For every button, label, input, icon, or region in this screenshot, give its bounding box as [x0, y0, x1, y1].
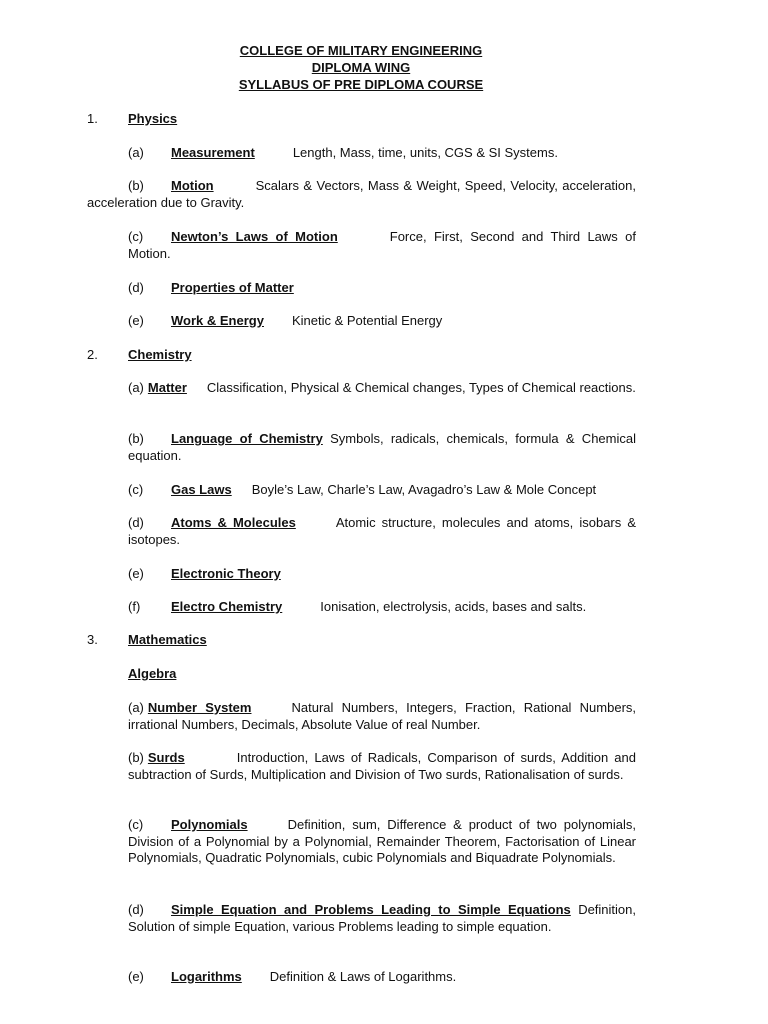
list-item: [128, 515, 636, 548]
list-item: [128, 566, 636, 583]
item-title: Newton’s Laws of Motion: [171, 229, 338, 244]
list-item: [128, 280, 636, 297]
item-label: (d): [128, 515, 144, 530]
header-syllabus: SYLLABUS OF PRE DIPLOMA COURSE: [238, 77, 484, 92]
item-label: (d): [128, 902, 144, 917]
header-college: COLLEGE OF MILITARY ENGINEERING: [239, 43, 483, 58]
section-number: 3.: [87, 632, 98, 647]
item-text: Ionisation, electrolysis, acids, bases and salts.: [320, 599, 587, 614]
item-text: Definition & Laws of Logarithms.: [269, 969, 457, 984]
section-title-physics: Physics: [128, 111, 178, 126]
list-item: [128, 482, 636, 499]
item-title: Polynomials: [171, 817, 248, 832]
item-title: Language of Chemistry: [171, 431, 323, 446]
item-title: Gas Laws: [171, 482, 232, 497]
section-number: 2.: [87, 347, 98, 362]
item-text: Length, Mass, time, units, CGS & SI Systems.: [292, 145, 558, 160]
item-title: Electronic Theory: [171, 566, 281, 581]
list-item: [128, 817, 636, 867]
list-item: [128, 145, 636, 162]
item-title: Matter: [147, 380, 187, 395]
item-label: (b): [128, 750, 144, 765]
item-text: Classification, Physical & Chemical changes, Types of Chemical reactions.: [206, 380, 636, 395]
list-item: [128, 750, 636, 783]
item-label: (a): [128, 700, 144, 715]
item-label: (d): [128, 280, 144, 295]
document-header: [0, 43, 722, 94]
item-label: (e): [128, 313, 144, 328]
item-title: Work & Energy: [171, 313, 264, 328]
list-item: [128, 700, 636, 733]
list-item: [128, 902, 636, 935]
section-title-mathematics: Mathematics: [128, 632, 207, 647]
item-text: Boyle’s Law, Charle’s Law, Avagadro’s Law & Mole Concept: [251, 482, 597, 497]
item-text: Definition, sum, Difference & product of two polynomials, Division of a Polynomial by a Polynomial, Remainder Theorem, Factorisation of Linear Polynomials, Quadratic Polynomials, cubic Polynomials and Biquadrate Polynomials.: [128, 817, 636, 865]
section-number: 1.: [87, 111, 98, 126]
item-label: (b): [128, 178, 144, 193]
item-label: (c): [128, 482, 144, 497]
list-item: [128, 969, 636, 986]
item-title: Simple Equation and Problems Leading to Simple Equations: [171, 902, 571, 917]
item-label: (e): [128, 566, 144, 581]
list-item: [128, 380, 636, 397]
item-title: Atoms & Molecules: [171, 515, 296, 530]
item-label: (e): [128, 969, 144, 984]
item-text: Kinetic & Potential Energy: [291, 313, 443, 328]
item-text: Introduction, Laws of Radicals, Comparison of surds, Addition and subtraction of Surds, Multiplication and Division of Two surds, Rationalisation of surds.: [128, 750, 636, 782]
item-title: Electro Chemistry: [171, 599, 283, 614]
item-text: Scalars & Vectors, Mass & Weight, Speed, Velocity, acceleration, acceleration due to Gravity.: [87, 178, 636, 210]
item-title: Measurement: [171, 145, 255, 160]
header-wing: DIPLOMA WING: [311, 60, 411, 75]
item-title: Motion: [171, 178, 214, 193]
item-title: Logarithms: [171, 969, 242, 984]
item-title: Properties of Matter: [171, 280, 294, 295]
item-title: Surds: [147, 750, 185, 765]
item-text: Definition, Solution of simple Equation, various Problems leading to simple equation.: [128, 902, 636, 934]
item-label: (f): [128, 599, 141, 614]
item-title: Number System: [147, 700, 252, 715]
item-label: (b): [128, 431, 144, 446]
list-item: [128, 229, 636, 262]
item-text: Symbols, radicals, chemicals, formula & Chemical equation.: [128, 431, 636, 463]
item-label: (a): [128, 380, 144, 395]
item-text: Atomic structure, molecules and atoms, isobars & isotopes.: [128, 515, 636, 547]
item-label: (c): [128, 229, 144, 244]
section-title-chemistry: Chemistry: [128, 347, 192, 362]
item-text: Natural Numbers, Integers, Fraction, Rational Numbers, irrational Numbers, Decimals, Absolute Value of real Number.: [128, 700, 637, 732]
list-item: [87, 178, 636, 211]
list-item: [128, 431, 636, 464]
item-label: (a): [128, 145, 144, 160]
list-item: [128, 313, 636, 330]
subsection-title-algebra: Algebra: [128, 666, 177, 681]
list-item: [128, 599, 636, 616]
item-text: Force, First, Second and Third Laws of Motion.: [128, 229, 637, 261]
item-label: (c): [128, 817, 144, 832]
